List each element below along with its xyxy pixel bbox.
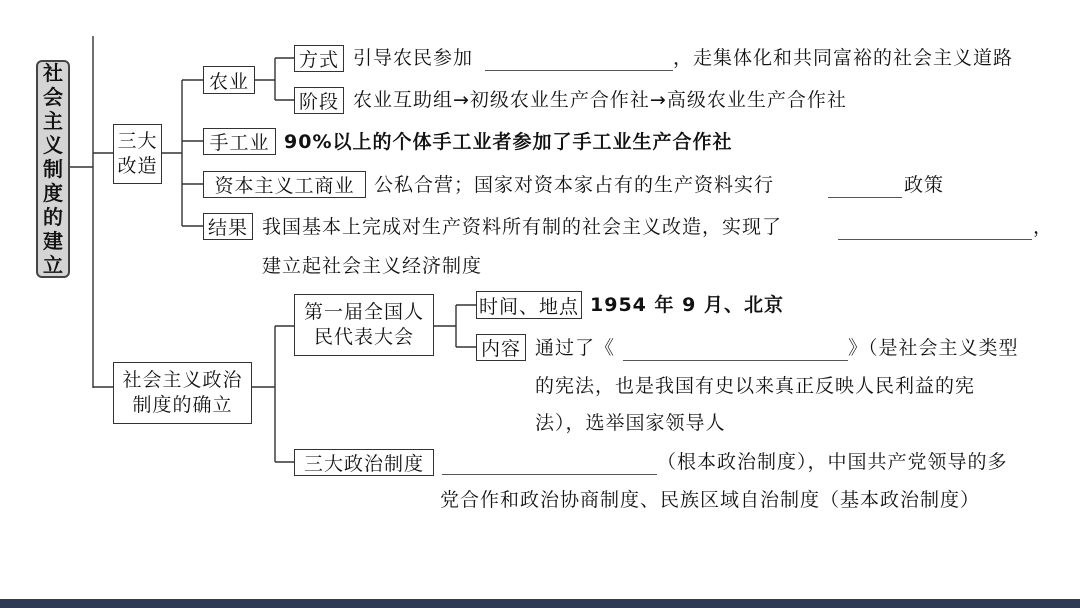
root-char: 义	[43, 133, 63, 157]
node-capitalist-industry: 资本主义工商业	[203, 171, 366, 198]
blank-method	[485, 70, 673, 71]
content-line1-before: 通过了《	[535, 337, 616, 359]
content-line1-after: 》（是社会主义类型	[848, 337, 1019, 359]
systems-line2: 党合作和政治协商制度、民族区域自治制度（基本政治制度）	[440, 489, 981, 511]
capitalist-text-after: 政策	[904, 174, 945, 196]
blank-result	[838, 239, 1032, 240]
blank-capitalist	[828, 197, 902, 198]
systems-line1-after: （根本政治制度），中国共产党领导的多	[657, 451, 1008, 473]
content-line3: 法），选举国家领导人	[535, 412, 726, 434]
node-three-political-systems: 三大政治制度	[294, 449, 434, 476]
root-char: 的	[43, 205, 63, 229]
blank-fundamental-system	[442, 474, 657, 475]
capitalist-text-before: 公私合营；国家对资本家占有的生产资料实行	[374, 174, 775, 196]
node-agriculture: 农业	[203, 66, 255, 94]
root-char: 制	[43, 157, 63, 181]
blank-constitution	[623, 360, 848, 361]
node-stage: 阶段	[294, 87, 344, 114]
result-line1-end: ，	[1033, 216, 1054, 238]
root-node-socialist-system	[36, 60, 70, 278]
method-text-before: 引导农民参加	[353, 47, 474, 69]
result-line2: 建立起社会主义经济制度	[262, 255, 483, 277]
root-char: 建	[43, 229, 63, 253]
root-char: 度	[43, 181, 63, 205]
node-result: 结果	[203, 213, 253, 240]
root-char: 社	[43, 61, 63, 85]
node-political-system: 社会主义政治 制度的确立	[113, 362, 252, 424]
node-content: 内容	[476, 334, 526, 361]
root-char: 立	[43, 253, 63, 277]
node-method: 方式	[294, 45, 344, 72]
time-place-text: 1954 年 9 月、北京	[590, 294, 784, 316]
stage-text: 农业互助组→初级农业生产合作社→高级农业生产合作社	[353, 89, 847, 111]
handicraft-text: 90%以上的个体手工业者参加了手工业生产合作社	[284, 131, 733, 153]
content-line2: 的宪法，也是我国有史以来真正反映人民利益的宪	[535, 375, 976, 397]
root-char: 会	[43, 85, 63, 109]
footer-bar	[0, 599, 1080, 608]
node-handicraft: 手工业	[203, 128, 276, 155]
method-text-after: ，走集体化和共同富裕的社会主义道路	[673, 47, 1014, 69]
node-first-npc: 第一届全国人 民代表大会	[294, 294, 434, 356]
node-three-transformations: 三大 改造	[113, 124, 162, 184]
root-char: 主	[43, 109, 63, 133]
result-line1: 我国基本上完成对生产资料所有制的社会主义改造，实现了	[262, 216, 783, 238]
node-time-place: 时间、地点	[476, 291, 582, 319]
